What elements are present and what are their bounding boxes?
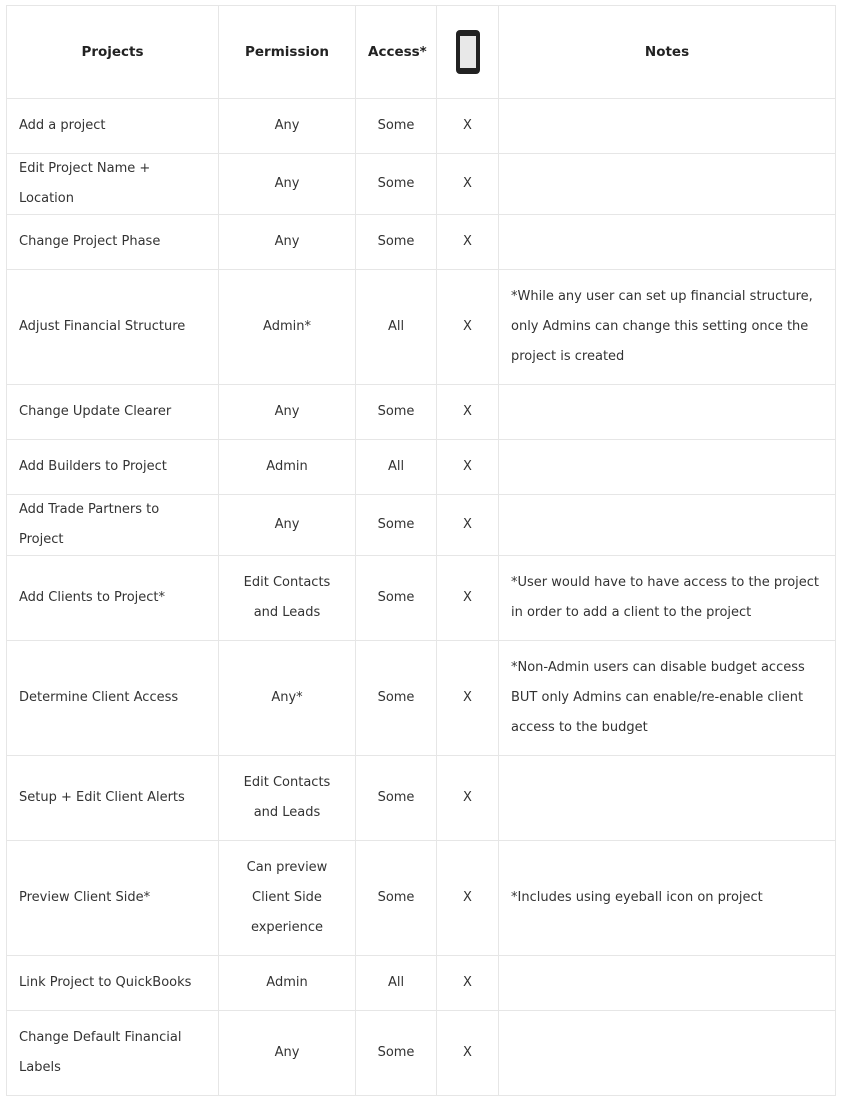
- cell-access: Some: [356, 495, 437, 556]
- permissions-table-container: [6, 5, 836, 1096]
- cell-access: Some: [356, 215, 437, 270]
- cell-access: All: [356, 270, 437, 385]
- cell-permission: Admin: [219, 440, 356, 495]
- cell-project: Change Project Phase: [7, 215, 219, 270]
- cell-project: Preview Client Side*: [7, 841, 219, 956]
- cell-mobile: X: [437, 99, 499, 154]
- cell-mobile: X: [437, 215, 499, 270]
- header-permission: Permission: [219, 6, 356, 99]
- cell-access: Some: [356, 641, 437, 756]
- header-mobile: [437, 6, 499, 99]
- table-row: [7, 99, 836, 154]
- cell-mobile: X: [437, 440, 499, 495]
- permissions-table: [6, 5, 836, 1096]
- cell-project: Add Trade Partners to Project: [7, 495, 219, 556]
- cell-notes: [499, 495, 836, 556]
- table-row: [7, 270, 836, 385]
- cell-permission: Any: [219, 1011, 356, 1096]
- cell-mobile: X: [437, 641, 499, 756]
- cell-permission: Any: [219, 99, 356, 154]
- cell-mobile: X: [437, 385, 499, 440]
- cell-permission: Any: [219, 154, 356, 215]
- cell-mobile: X: [437, 1011, 499, 1096]
- cell-mobile: X: [437, 756, 499, 841]
- cell-access: Some: [356, 154, 437, 215]
- cell-access: All: [356, 440, 437, 495]
- table-row: [7, 956, 836, 1011]
- cell-permission: Admin*: [219, 270, 356, 385]
- cell-notes: [499, 956, 836, 1011]
- cell-project: Change Default Financial Labels: [7, 1011, 219, 1096]
- cell-mobile: X: [437, 841, 499, 956]
- cell-permission: Edit Contacts and Leads: [219, 556, 356, 641]
- cell-access: Some: [356, 756, 437, 841]
- cell-project: Determine Client Access: [7, 641, 219, 756]
- cell-access: Some: [356, 385, 437, 440]
- cell-project: Add Clients to Project*: [7, 556, 219, 641]
- cell-project: Change Update Clearer: [7, 385, 219, 440]
- table-row: [7, 756, 836, 841]
- table-row: [7, 556, 836, 641]
- cell-access: Some: [356, 1011, 437, 1096]
- mobile-phone-icon: [456, 30, 480, 74]
- cell-notes: [499, 440, 836, 495]
- cell-project: Add a project: [7, 99, 219, 154]
- table-row: [7, 154, 836, 215]
- cell-notes: *Non-Admin users can disable budget access BUT only Admins can enable/re-enable client access to the budget: [499, 641, 836, 756]
- cell-notes: *While any user can set up financial structure, only Admins can change this setting once the project is created: [499, 270, 836, 385]
- cell-notes: *User would have to have access to the project in order to add a client to the project: [499, 556, 836, 641]
- cell-project: Link Project to QuickBooks: [7, 956, 219, 1011]
- cell-permission: Admin: [219, 956, 356, 1011]
- cell-permission: Any*: [219, 641, 356, 756]
- cell-access: Some: [356, 841, 437, 956]
- cell-permission: Any: [219, 215, 356, 270]
- cell-access: Some: [356, 556, 437, 641]
- header-projects: Projects: [7, 6, 219, 99]
- cell-access: Some: [356, 99, 437, 154]
- cell-mobile: X: [437, 270, 499, 385]
- cell-permission: Can preview Client Side experience: [219, 841, 356, 956]
- cell-permission: Any: [219, 385, 356, 440]
- table-row: [7, 495, 836, 556]
- cell-permission: Any: [219, 495, 356, 556]
- cell-project: Add Builders to Project: [7, 440, 219, 495]
- cell-notes: [499, 154, 836, 215]
- cell-notes: [499, 385, 836, 440]
- cell-notes: [499, 1011, 836, 1096]
- cell-notes: [499, 756, 836, 841]
- table-row: [7, 641, 836, 756]
- cell-notes: *Includes using eyeball icon on project: [499, 841, 836, 956]
- table-header-row: [7, 6, 836, 99]
- cell-mobile: X: [437, 495, 499, 556]
- table-row: [7, 440, 836, 495]
- cell-access: All: [356, 956, 437, 1011]
- cell-permission: Edit Contacts and Leads: [219, 756, 356, 841]
- cell-project: Setup + Edit Client Alerts: [7, 756, 219, 841]
- header-access: Access*: [356, 6, 437, 99]
- cell-mobile: X: [437, 956, 499, 1011]
- cell-notes: [499, 99, 836, 154]
- cell-mobile: X: [437, 154, 499, 215]
- header-notes: Notes: [499, 6, 836, 99]
- table-row: [7, 1011, 836, 1096]
- table-row: [7, 385, 836, 440]
- cell-mobile: X: [437, 556, 499, 641]
- table-row: [7, 215, 836, 270]
- cell-project: Adjust Financial Structure: [7, 270, 219, 385]
- table-row: [7, 841, 836, 956]
- cell-project: Edit Project Name + Location: [7, 154, 219, 215]
- cell-notes: [499, 215, 836, 270]
